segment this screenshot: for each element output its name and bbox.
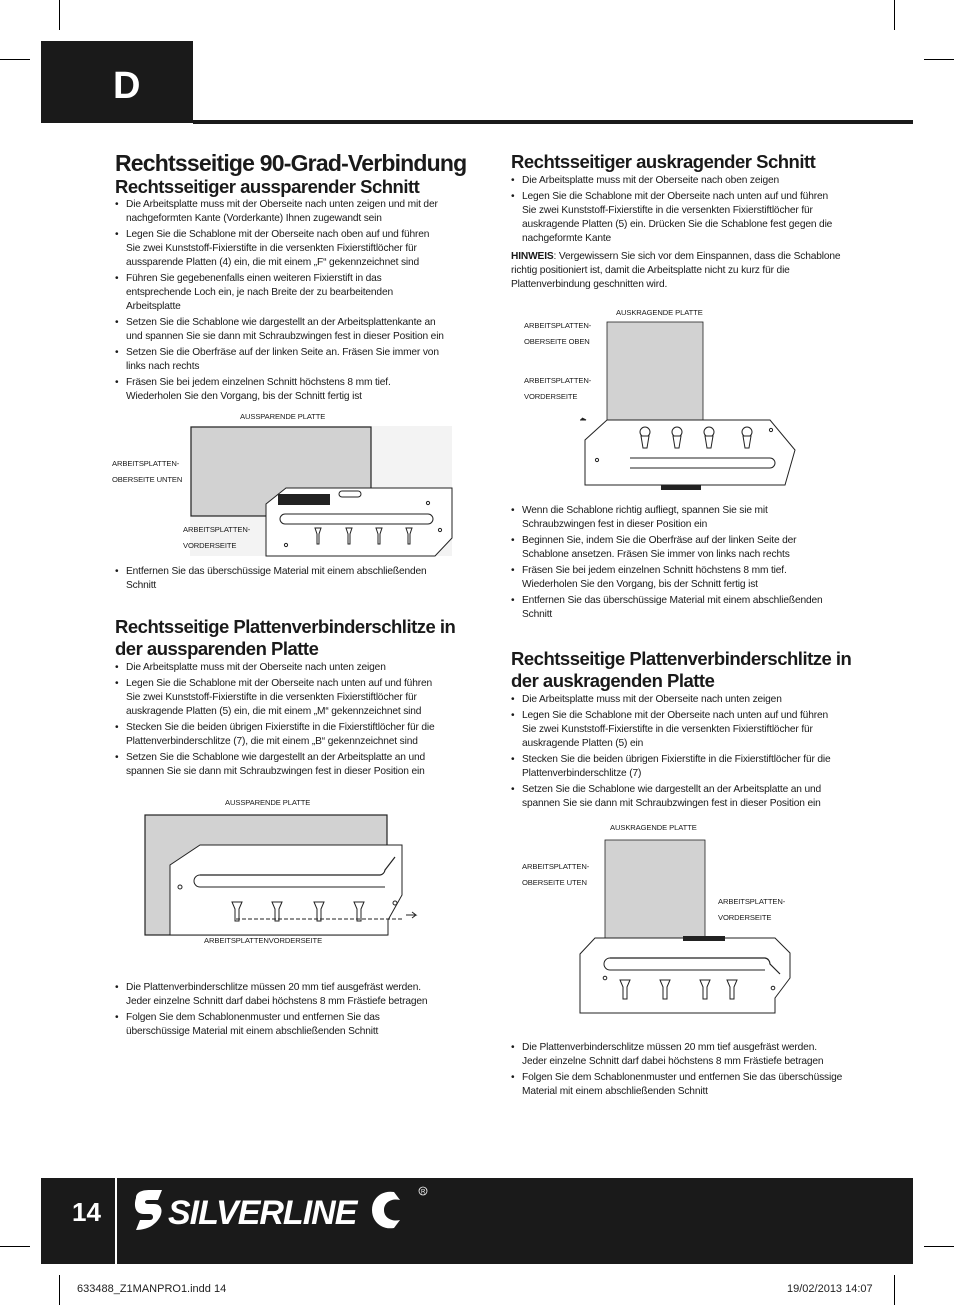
template-illustration	[140, 795, 440, 955]
main-title: Rechtsseitige 90-Grad-Verbindung	[115, 150, 467, 176]
crop-mark	[0, 59, 30, 60]
list-item: • Legen Sie die Schablone mit der Oberseite nach unten auf und führen Sie zwei Kunststoff-Fixierstifte in die versenkten Fixierstiftlöcher für auskragende Platten (5) ein, die mit einem „M“ gekennzeichnet sind	[115, 677, 445, 719]
list-item: • Stecken Sie die beiden übrigen Fixierstifte in die Fixierstiftlöcher für die Plattenverbinderschlitze (7)	[511, 753, 843, 781]
crop-mark	[924, 59, 954, 60]
hinweis-note	[511, 250, 843, 292]
note-label: HINWEIS	[511, 251, 554, 262]
title-line: Rechtsseitige Plattenverbinderschlitze in	[115, 616, 456, 637]
figure-label: ARBEITSPLATTEN-	[718, 897, 786, 906]
crop-mark	[894, 1275, 895, 1305]
logo-text: SILVERLINE	[168, 1194, 357, 1232]
page-number: 14	[72, 1197, 101, 1227]
list-item: • Entfernen Sie das überschüssige Material mit einem abschließenden Schnitt	[511, 594, 843, 622]
section-title-plattenverbinder-auskragend	[511, 648, 851, 692]
bullet-list-sec3	[511, 174, 843, 248]
section-title-aussparender-schnitt: Rechtsseitiger aussparender Schnitt	[115, 176, 420, 197]
section-letter: D	[113, 65, 141, 107]
list-item: • Entfernen Sie das überschüssige Material mit einem abschließenden Schnitt	[115, 565, 445, 593]
title-line: der auskragenden Platte	[511, 670, 715, 691]
figure-auskragende-platte-2	[575, 818, 820, 1018]
list-item: • Folgen Sie dem Schablonenmuster und entfernen Sie das überschüssige Material mit einem abschließenden Schnitt	[511, 1071, 843, 1099]
list-item: • Die Plattenverbinderschlitze müssen 20 mm tief ausgefräst werden. Jeder einzelne Schnitt darf dabei höchstens 8 mm Frästiefe betragen	[511, 1041, 843, 1069]
header-rule	[193, 120, 913, 124]
title-line: der aussparenden Platte	[115, 638, 319, 659]
file-slug: 633488_Z1MANPRO1.indd 14	[77, 1283, 227, 1295]
crop-mark	[924, 1246, 954, 1247]
section-tab	[41, 41, 193, 123]
silverline-logo-mark	[132, 1186, 432, 1236]
list-item: • Legen Sie die Schablone mit der Oberseite nach unten auf und führen Sie zwei Kunststoff-Fixierstifte in die versenkten Fixierstiftlöcher für auskragende Platten (5) ein. Drücken Sie die Schablone fest gegen die nachgeformte Kante	[511, 190, 843, 246]
figure-label: AUSSPARENDE PLATTE	[240, 412, 326, 421]
crop-mark	[59, 0, 60, 30]
figure-label: ARBEITSPLATTEN-	[524, 321, 592, 330]
list-item: • Setzen Sie die Schablone wie dargestellt an der Arbeitsplatte an und spannen Sie sie dann mit Schraubzwingen fest in dieser Position ein	[115, 751, 445, 779]
bullet-list-sec1	[115, 198, 445, 406]
list-item: • Führen Sie gegebenenfalls einen weiteren Fixierstift in das entsprechende Loch ein, je nach Breite der zu bearbeitenden Arbeitsplatte	[115, 272, 445, 314]
figure-label: ARBEITSPLATTEN-	[112, 459, 180, 468]
svg-text:R: R	[421, 1189, 426, 1196]
list-item: • Legen Sie die Schablone mit der Oberseite nach oben auf und führen Sie zwei Kunststoff-Fixierstifte in die versenkten Fixierstiftlöcher für aussparende Platten (4) ein, die mit einem „F“ gekennzeichnet sind	[115, 228, 445, 270]
list-item: • Die Plattenverbinderschlitze müssen 20 mm tief ausgefräst werden. Jeder einzelne Schnitt darf dabei höchstens 8 mm Frästiefe betragen	[115, 981, 445, 1009]
list-item: • Setzen Sie die Schablone wie dargestellt an der Arbeitsplatte an und spannen Sie sie dann mit Schraubzwingen fest in dieser Position ein	[511, 783, 843, 811]
silverline-logo	[132, 1186, 432, 1241]
bullet-list-sec4	[511, 693, 843, 813]
list-item: • Fräsen Sie bei jedem einzelnen Schnitt höchstens 8 mm tief. Wiederholen Sie den Vorgang, bis der Schnitt fertig ist	[115, 376, 445, 404]
figure-label: AUSKRAGENDE PLATTE	[610, 823, 697, 832]
figure-label: AUSKRAGENDE PLATTE	[616, 308, 703, 317]
template-illustration	[575, 818, 820, 1018]
figure-aussparende-platte-2	[140, 795, 440, 955]
crop-mark	[0, 1246, 30, 1247]
list-item: • Die Arbeitsplatte muss mit der Oberseite nach unten zeigen	[115, 661, 445, 675]
list-item: • Setzen Sie die Schablone wie dargestellt an der Arbeitsplattenkante an und spannen Sie sie dann mit Schraubzwingen fest in dieser Position ein	[115, 316, 445, 344]
figure-label: OBERSEITE UNTEN	[112, 475, 183, 484]
section-title-auskragender-schnitt: Rechtsseitiger auskragender Schnitt	[511, 151, 816, 172]
figure-label: VORDERSEITE	[524, 392, 578, 401]
list-item: • Die Arbeitsplatte muss mit der Oberseite nach unten zeigen und mit der nachgeformten Kante (Vorderkante) Ihnen zugewandt sein	[115, 198, 445, 226]
list-item: • Fräsen Sie bei jedem einzelnen Schnitt höchstens 8 mm tief. Wiederholen Sie den Vorgang, bis der Schnitt fertig ist	[511, 564, 843, 592]
list-item: • Wenn die Schablone richtig aufliegt, spannen Sie sie mit Schraubzwingen fest in dieser Position ein	[511, 504, 843, 532]
list-item: • Die Arbeitsplatte muss mit der Oberseite nach oben zeigen	[511, 174, 843, 188]
figure-auskragende-platte-1	[575, 300, 800, 500]
bullet-list-sec2-after	[115, 981, 445, 1041]
section-title-plattenverbinder-aussparend	[115, 616, 455, 660]
figure-label: VORDERSEITE	[183, 541, 237, 550]
figure-label: ARBEITSPLATTENVORDERSEITE	[204, 936, 323, 945]
list-item: • Legen Sie die Schablone mit der Oberseite nach unten auf und führen Sie zwei Kunststoff-Fixierstifte in die versenkten Fixierstiftlöcher für auskragende Platten (5) ein	[511, 709, 843, 751]
figure-label: ARBEITSPLATTEN-	[524, 376, 592, 385]
list-item: • Beginnen Sie, indem Sie die Oberfräse auf der linken Seite der Schablone ansetzen. Fräsen Sie immer von links nach rechts	[511, 534, 843, 562]
list-item: • Folgen Sie dem Schablonenmuster und entfernen Sie das überschüssige Material mit einem abschließenden Schnitt	[115, 1011, 445, 1039]
figure-label: ARBEITSPLATTEN-	[183, 525, 251, 534]
figure-label: VORDERSEITE	[718, 913, 772, 922]
list-item: • Stecken Sie die beiden übrigen Fixierstifte in die Fixierstiftlöcher für die Plattenverbinderschlitze (7), die mit einem „B“ gekennzeichnet sind	[115, 721, 445, 749]
title-line: Rechtsseitige Plattenverbinderschlitze in	[511, 648, 852, 669]
bullet-list-sec3-after	[511, 504, 843, 624]
figure-label: OBERSEITE UTEN	[522, 878, 587, 887]
list-item: • Die Arbeitsplatte muss mit der Oberseite nach unten zeigen	[511, 693, 843, 707]
footer-divider	[115, 1178, 117, 1264]
crop-mark	[59, 1275, 60, 1305]
figure-label: ARBEITSPLATTEN-	[522, 862, 590, 871]
list-item: • Setzen Sie die Oberfräse auf der linken Seite an. Fräsen Sie immer von links nach rechts	[115, 346, 445, 374]
timestamp: 19/02/2013 14:07	[787, 1283, 873, 1295]
bullet-list-sec2	[115, 661, 445, 781]
bullet-list-sec1-after	[115, 565, 445, 595]
figure-label: AUSSPARENDE PLATTE	[225, 798, 311, 807]
bullet-list-sec4-after	[511, 1041, 843, 1101]
note-text: : Vergewissern Sie sich vor dem Einspannen, dass die Schablone richtig positioniert ist, damit die Arbeitsplatte nicht zu kurz für die Plattenverbindung geschnitten wird.	[511, 251, 841, 290]
template-illustration	[575, 300, 800, 500]
figure-label: OBERSEITE OBEN	[524, 337, 590, 346]
crop-mark	[894, 0, 895, 30]
